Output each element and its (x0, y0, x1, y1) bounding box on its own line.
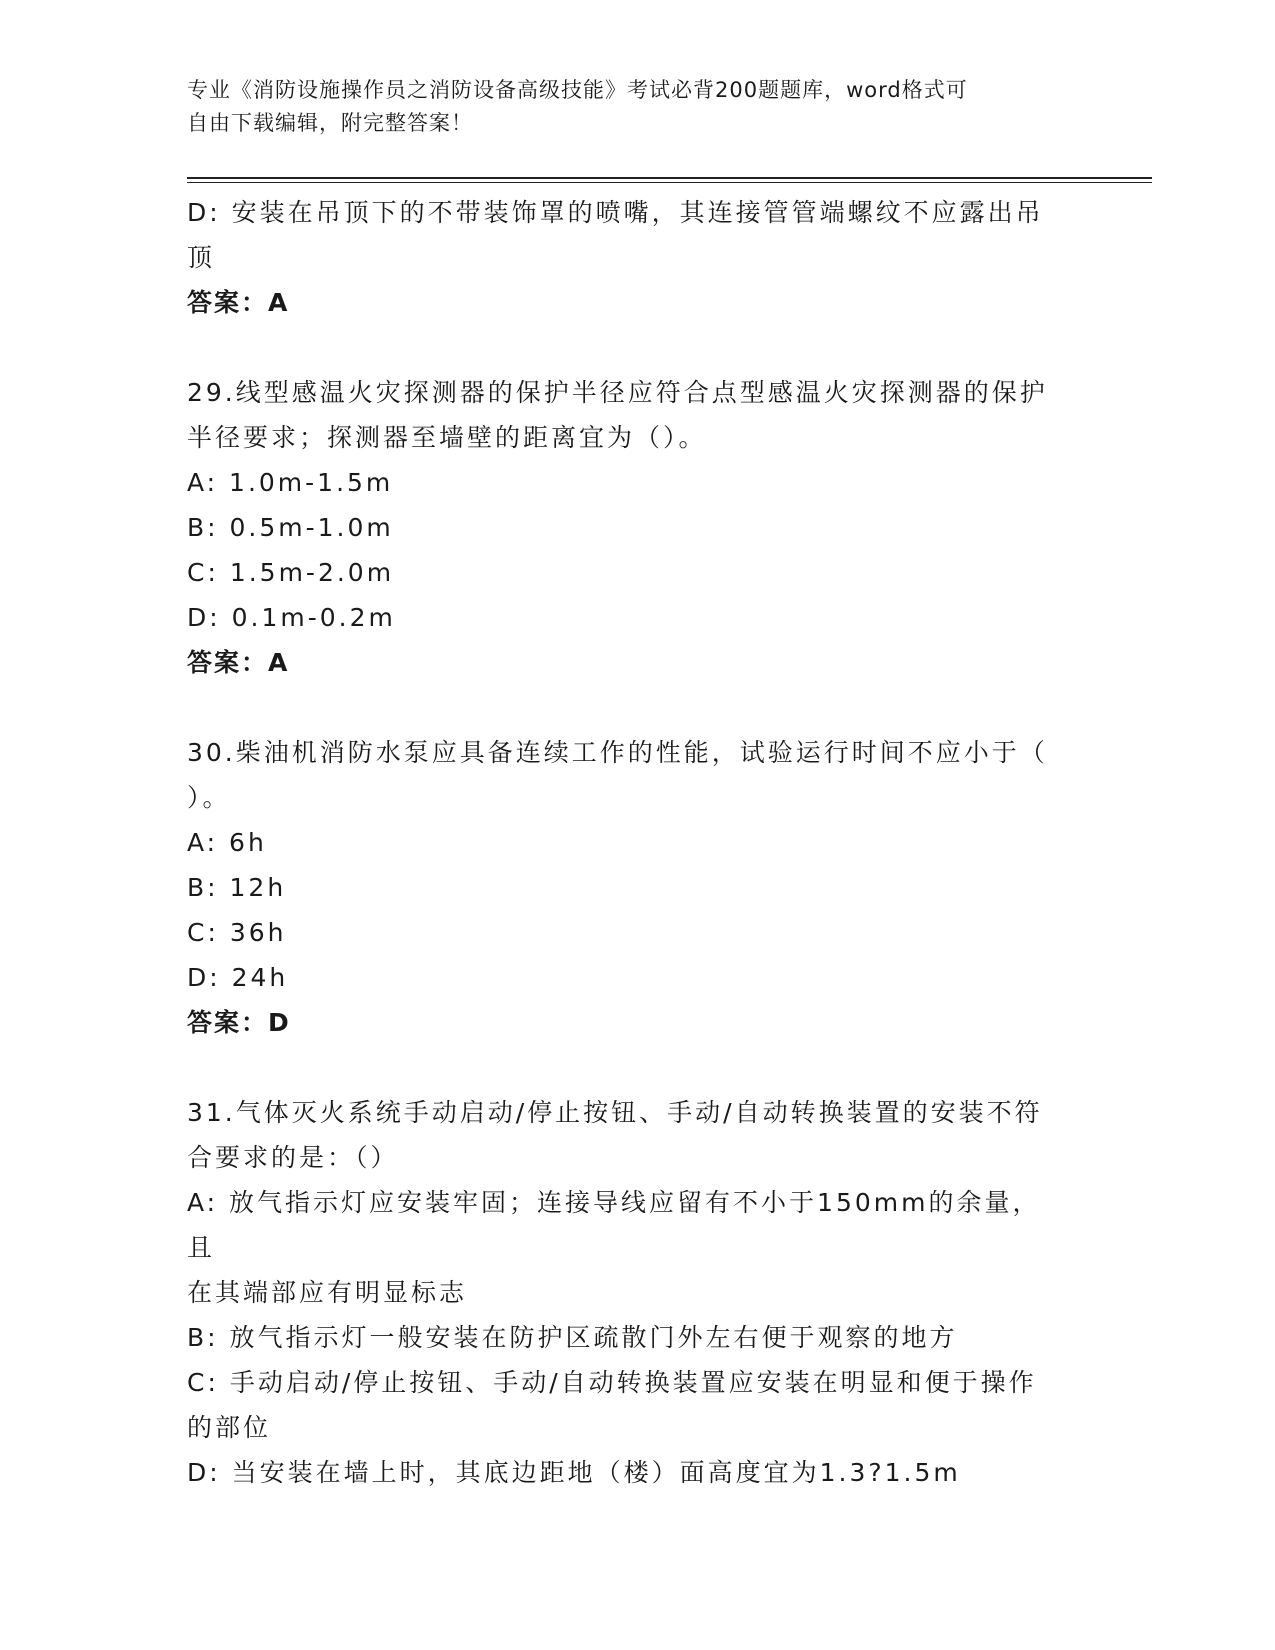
document-body (187, 190, 1067, 1495)
option-d: D: 当安装在墙上时，其底边距地（楼）面高度宜为1.3?1.5m (187, 1458, 961, 1487)
header-rule-thin (187, 182, 1152, 183)
spacer (187, 1045, 1067, 1090)
option-d: D: 安装在吊顶下的不带装饰罩的喷嘴，其连接管管端螺纹不应露出吊 (187, 198, 1044, 227)
question-31 (187, 1090, 1067, 1495)
header-line-2: 自由下载编辑，附完整答案！ (187, 111, 473, 135)
spacer (187, 685, 1067, 730)
option-a: A: 放气指示灯应安装牢固；连接导线应留有不小于150mm的余量，且 (187, 1188, 1041, 1262)
option-b: B: 12h (187, 873, 287, 902)
question-29 (187, 370, 1067, 685)
question-stem-continued: 半径要求；探测器至墙壁的距离宜为（）。 (187, 423, 707, 452)
question-stem: 29.线型感温火灾探测器的保护半径应符合点型感温火灾探测器的保护 (187, 378, 1048, 407)
option-b: B: 放气指示灯一般安装在防护区疏散门外左右便于观察的地方 (187, 1323, 958, 1352)
question-stem-continued: 合要求的是：（） (187, 1143, 399, 1172)
spacer (187, 325, 1067, 370)
previous-question-tail (187, 190, 1067, 325)
option-a: A: 1.0m-1.5m (187, 468, 394, 497)
option-a: A: 6h (187, 828, 267, 857)
option-c-continued: 的部位 (187, 1413, 272, 1442)
option-c: C: 36h (187, 918, 287, 947)
document-header (187, 74, 1067, 140)
option-a-continued: 在其端部应有明显标志 (187, 1278, 468, 1307)
header-line-1: 专业《消防设施操作员之消防设备高级技能》考试必背200题题库，word格式可 (187, 78, 968, 102)
question-stem-continued: ）。 (187, 783, 231, 812)
answer-label: 答案：D (187, 1008, 291, 1037)
option-c: C: 1.5m-2.0m (187, 558, 395, 587)
option-c: C: 手动启动/停止按钮、手动/自动转换装置应安装在明显和便于操作 (187, 1368, 1037, 1397)
header-rule-thick (187, 177, 1152, 179)
option-d-continued: 顶 (187, 243, 216, 272)
answer-label: 答案：A (187, 288, 290, 317)
question-stem: 31.气体灭火系统手动启动/停止按钮、手动/自动转换装置的安装不符 (187, 1098, 1043, 1127)
question-30 (187, 730, 1067, 1045)
question-stem: 30.柴油机消防水泵应具备连续工作的性能，试验运行时间不应小于（ (187, 738, 1048, 767)
answer-label: 答案：A (187, 648, 290, 677)
option-b: B: 0.5m-1.0m (187, 513, 394, 542)
option-d: D: 24h (187, 963, 289, 992)
option-d: D: 0.1m-0.2m (187, 603, 396, 632)
